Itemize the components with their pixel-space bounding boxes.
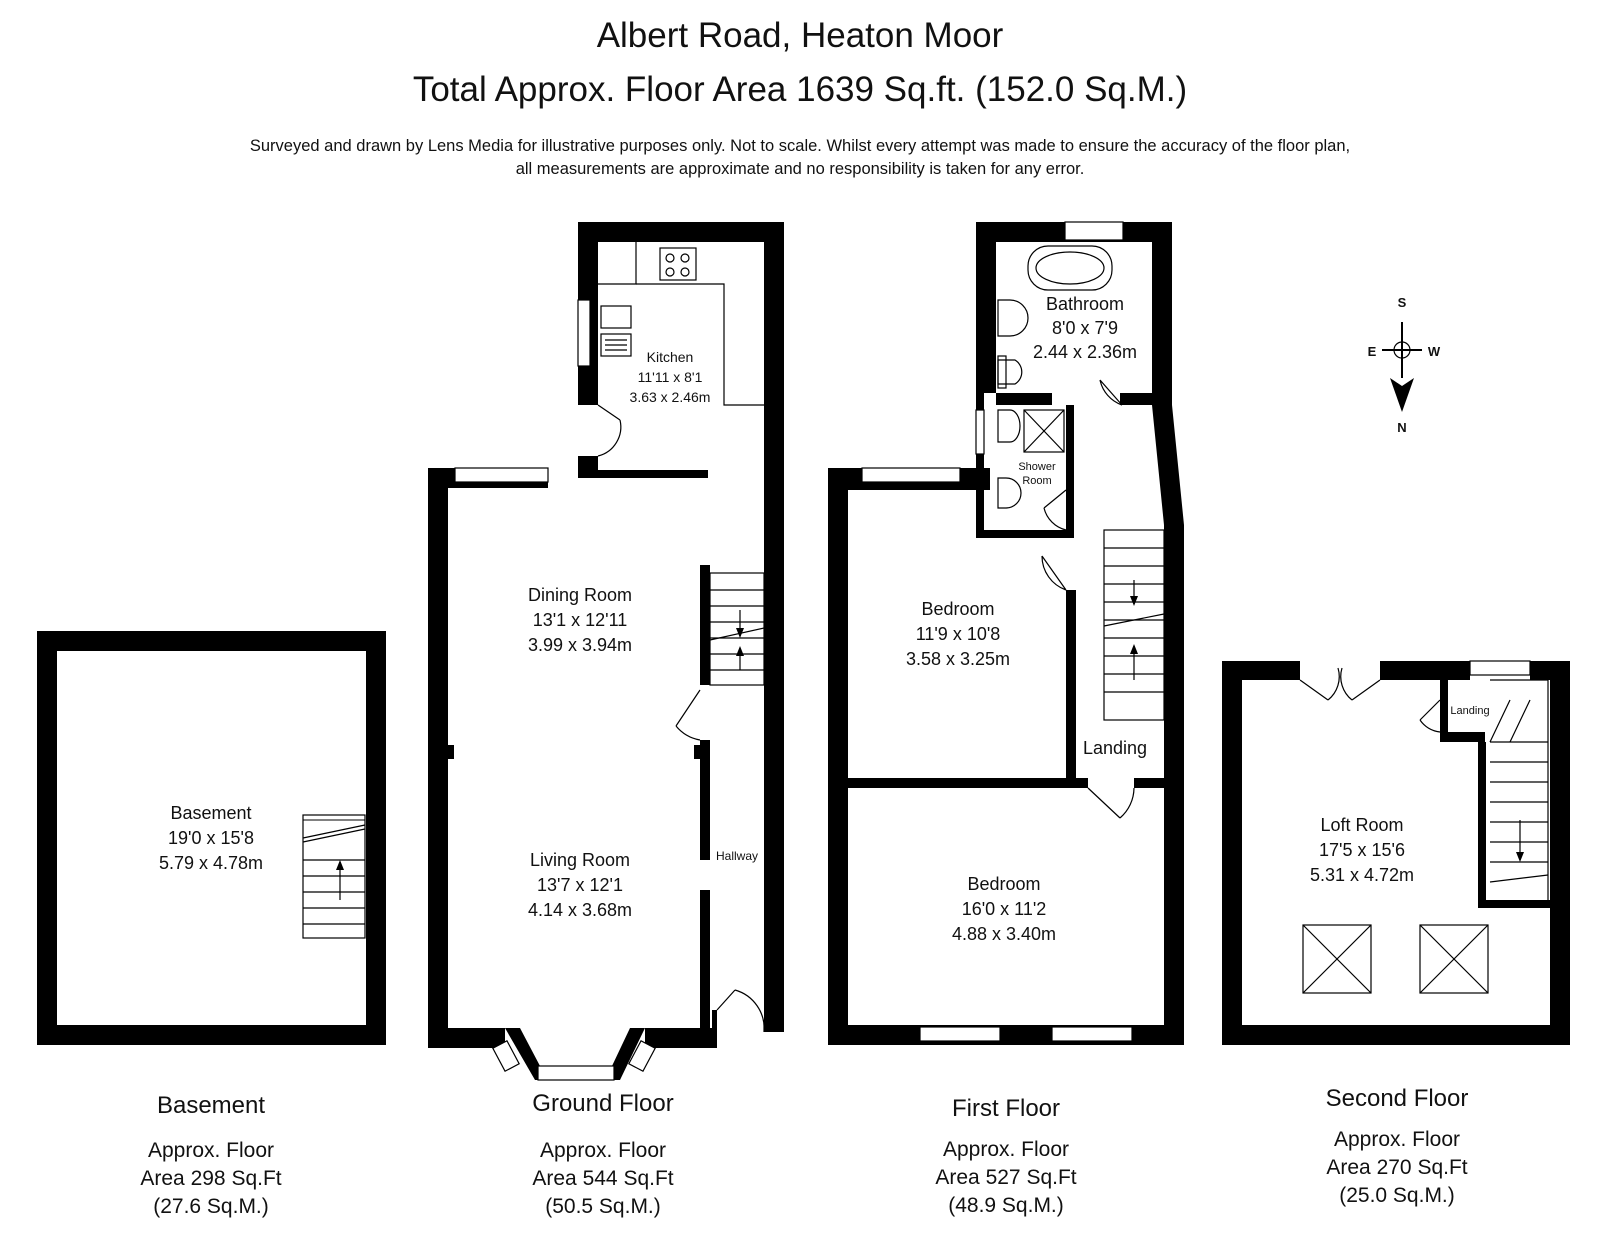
second-floor-caption (1326, 1085, 1469, 1207)
second-floor-area-line-3: (25.0 Sq.M.) (1339, 1184, 1455, 1207)
bedroom-large-door (1088, 788, 1134, 818)
loft-landing-name: Landing (1450, 705, 1490, 717)
kitchen-imperial: 11'11 x 8'1 (637, 369, 703, 385)
first-floor-caption (935, 1095, 1076, 1217)
ground-floor-area-line-2: Area 544 Sq.Ft (532, 1167, 674, 1190)
basement-stairs (303, 815, 365, 938)
compass-east: E (1367, 344, 1377, 359)
front-door (717, 990, 764, 1032)
ground-floor-name: Ground Floor (532, 1090, 674, 1117)
kitchen-metric: 3.63 x 2.46m (629, 389, 711, 405)
living-room-name: Living Room (529, 850, 631, 870)
basement-plan (37, 631, 386, 1045)
basement-room-metric: 5.79 x 4.78m (158, 853, 264, 873)
bathroom-door (1100, 380, 1122, 405)
kitchen-name: Kitchen (646, 349, 694, 365)
ground-floor-area-line-1: Approx. Floor (539, 1139, 667, 1162)
basement-caption (140, 1092, 281, 1218)
compass-west: W (1427, 344, 1441, 359)
ground-floor-plan (428, 222, 784, 1080)
dining-room-metric: 3.99 x 3.94m (527, 635, 633, 655)
bedroom-small-metric: 3.58 x 3.25m (905, 649, 1011, 669)
dining-room-name: Dining Room (527, 585, 633, 605)
basement-room-name: Basement (170, 803, 252, 823)
kitchen-door (598, 405, 621, 456)
bathroom-name: Bathroom (1045, 294, 1125, 314)
shower-room-name-1: Shower (1018, 461, 1056, 473)
dining-room-imperial: 13'1 x 12'11 (532, 610, 628, 630)
bedroom-large-metric: 4.88 x 3.40m (951, 924, 1057, 944)
bathroom-imperial: 8'0 x 7'9 (1052, 318, 1118, 338)
basement-area-line-3: (27.6 Sq.M.) (153, 1195, 269, 1218)
dining-window (455, 468, 548, 482)
bedroom-small-door (1042, 556, 1066, 590)
landing-name: Landing (1082, 738, 1148, 758)
first-floor-name: First Floor (952, 1095, 1060, 1122)
second-floor-area-line-1: Approx. Floor (1333, 1128, 1461, 1151)
basement-floor-name: Basement (156, 1092, 266, 1119)
second-floor-plan (1222, 661, 1570, 1045)
ground-floor-caption (532, 1090, 673, 1218)
disclaimer-line-2: all measurements are approximate and no responsibility is taken for any error. (515, 160, 1085, 178)
bedroom-large-imperial: 16'0 x 11'2 (961, 899, 1047, 919)
north-arrow-icon (1390, 378, 1414, 412)
loft-room-metric: 5.31 x 4.72m (1309, 865, 1415, 885)
first-floor-area-line-1: Approx. Floor (942, 1138, 1070, 1161)
loft-room-imperial: 17'5 x 15'6 (1319, 840, 1405, 860)
second-floor-area-line-2: Area 270 Sq.Ft (1326, 1156, 1468, 1179)
loft-french-door-left (1300, 668, 1339, 700)
basement-area-line-1: Approx. Floor (147, 1139, 275, 1162)
ground-floor-stairs (710, 573, 764, 685)
hallway-door (676, 690, 700, 740)
kitchen-window (578, 300, 590, 366)
loft-landing-door (1420, 700, 1440, 732)
living-room-metric: 4.14 x 3.68m (527, 900, 633, 920)
shower-door (1044, 490, 1066, 530)
first-floor-plan (828, 222, 1184, 1045)
compass-rose (1368, 295, 1441, 435)
second-floor-name: Second Floor (1325, 1085, 1469, 1112)
bedroom-small-imperial: 11'9 x 10'8 (915, 624, 1001, 644)
basement-room-imperial: 19'0 x 15'8 (168, 828, 254, 848)
living-room-imperial: 13'7 x 12'1 (537, 875, 623, 895)
bedroom-small-name: Bedroom (921, 599, 995, 619)
first-floor-stairs (1104, 530, 1164, 720)
skylight-left (1303, 925, 1371, 993)
shower-room-name-2: Room (1022, 475, 1052, 487)
ground-floor-area-line-3: (50.5 Sq.M.) (545, 1195, 661, 1218)
basement-area-line-2: Area 298 Sq.Ft (140, 1167, 282, 1190)
skylight-right (1420, 925, 1488, 993)
plan-title: Albert Road, Heaton Moor (596, 16, 1004, 55)
first-floor-area-line-2: Area 527 Sq.Ft (935, 1166, 1077, 1189)
disclaimer-line-1: Surveyed and drawn by Lens Media for illustrative purposes only. Not to scale. Whilst every attempt was made to ensure the accuracy of the floor plan, (249, 137, 1351, 155)
bathroom-metric: 2.44 x 2.36m (1032, 342, 1138, 362)
compass-south: S (1397, 295, 1407, 310)
bathroom-window (1065, 222, 1123, 240)
first-floor-area-line-3: (48.9 Sq.M.) (948, 1194, 1064, 1217)
bedroom-large-name: Bedroom (967, 874, 1041, 894)
second-floor-stairs (1490, 680, 1548, 900)
hallway-name: Hallway (715, 849, 759, 863)
compass-north: N (1397, 420, 1407, 435)
loft-room-name: Loft Room (1320, 815, 1404, 835)
loft-french-door-right (1341, 668, 1380, 700)
total-floor-area: Total Approx. Floor Area 1639 Sq.ft. (152.0 Sq.M.) (412, 70, 1188, 109)
